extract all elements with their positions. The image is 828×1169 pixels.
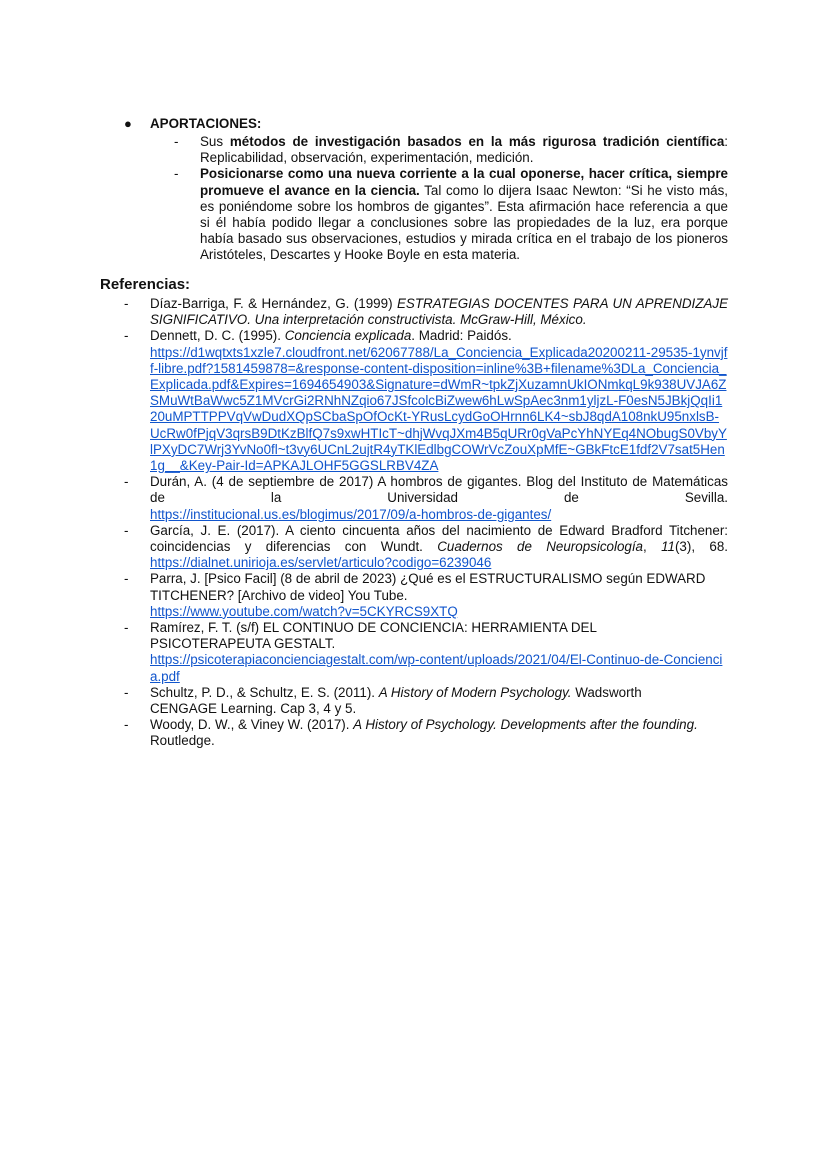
references-list	[124, 296, 728, 750]
reference-text	[150, 523, 728, 572]
dash-icon: -	[174, 166, 179, 182]
dash-icon: -	[124, 684, 129, 700]
reference-item	[124, 620, 728, 685]
bold-run: Posicionarse como una nueva corriente a la cual oponerse, hacer crítica, siempre promueve el avance en la ciencia.	[200, 166, 728, 198]
aportaciones-bullet	[124, 116, 728, 132]
reference-item	[124, 571, 728, 620]
text-run: Durán, A. (4 de septiembre de 2017) A hombros de gigantes. Blog del Instituto de Matemáticas de la Universidad de Sevilla.	[150, 474, 728, 506]
text-run: Díaz-Barriga, F. & Hernández, G. (1999)	[150, 296, 397, 311]
aportaciones-list	[174, 134, 728, 264]
reference-item	[124, 717, 728, 749]
italic-run: Conciencia explicada	[284, 328, 412, 344]
italic-run: ESTRATEGIAS DOCENTES PARA UN APRENDIZAJE SIGNIFICATIVO. Una interpretación constructivista. McGraw-Hill, México.	[150, 296, 729, 328]
aportacion-item	[174, 134, 728, 166]
aportaciones-title: APORTACIONES:	[150, 116, 262, 131]
reference-text	[150, 717, 728, 749]
reference-link[interactable]: https://d1wqtxts1xzle7.cloudfront.net/62067788/La_Conciencia_Explicada20200211-29535-1ynvjff-libre.pdf?1581459878=&response-content-disposition=inline%3B+filename%3DLa_Conciencia_Explicada.pdf&Expires=1694654903&Signature=dWmR~tpkZjXuzamnUkIONmkqL9k938UVJA6ZSMuWtBaWwc5Z1MVcrGi2RNhNZqio67JSfcolcBiZwew6hLwSpAec3nm1yljzL-F0esN5JBkjQqIi120uMPTTPPVqVwDudXQpSCbaSpOfOcKt-YRusLcydGoOHrnn6LK4~sbJ8qdA108nkU95nxlsB-UcRw0fPjqV3qrsB9DtKzBlfQ7s9xwHTIcT~dhjWvqJXm4B5qURr0gVaPcYhNYEq4NObugS0VbyYlPXyDC7Wrj3YvNo0fl~t3vy6UCnL2ujtR4yTKlEdlbgCOWrVcZouXpMfE~GBkFtcE1fdf2V7sat5Hen1g__&Key-Pair-Id=APKAJLOHF5GGSLRBV4ZA	[150, 344, 728, 474]
dash-icon: -	[124, 296, 129, 311]
reference-item	[124, 685, 728, 717]
text-run: ,	[643, 539, 662, 555]
reference-link[interactable]: https://www.youtube.com/watch?v=5CKYRCS9XTQ	[150, 603, 458, 619]
references-heading: Referencias:	[100, 276, 191, 293]
text-run: Ramírez, F. T. (s/f) EL CONTINUO DE CONCIENCIA: HERRAMIENTA DEL PSICOTERAPEUTA GESTALT.	[150, 620, 597, 652]
dash-icon: -	[124, 474, 129, 490]
dash-icon: -	[124, 571, 129, 587]
dash-icon: -	[124, 620, 129, 636]
text-run: Dennett, D. C. (1995).	[150, 328, 285, 344]
reference-item	[124, 328, 728, 474]
text-run: Routledge.	[150, 733, 215, 749]
text-run: (3), 68.	[674, 539, 728, 555]
reference-text	[150, 571, 728, 620]
reference-link[interactable]: https://institucional.us.es/blogimus/2017/09/a-hombros-de-gigantes/	[150, 506, 552, 522]
reference-text	[150, 474, 728, 523]
italic-run: A History of Psychology. Developments after the founding.	[353, 717, 698, 733]
text-run: : Replicabilidad, observación, experimentación, medición.	[200, 134, 729, 166]
dash-icon: -	[124, 522, 129, 538]
bullet-icon: ●	[124, 116, 132, 131]
text-run: Sus	[200, 134, 230, 149]
text-run: Woody, D. W., & Viney W. (2017).	[150, 717, 354, 733]
reference-link[interactable]: https://dialnet.unirioja.es/servlet/articulo?codigo=6239046	[150, 555, 492, 571]
reference-item	[124, 296, 728, 328]
text-run: Wadsworth CENGAGE Learning. Cap 3, 4 y 5.	[150, 684, 642, 717]
text-run: Tal como lo dijera Isaac Newton: “Si he visto más, es poniéndome sobre los hombros de gigantes”. Esta afirmación hace referencia a que si él había podido llegar a conclusiones sobre las propiedades de la luz, era porque había basado sus observaciones, estudios y mirada crítica en el trabajo de los pioneros Aristóteles, Descartes y Hooke Boyle en esta materia.	[200, 182, 729, 263]
reference-text	[150, 328, 728, 474]
aportaciones-section	[124, 116, 728, 264]
aportacion-text	[200, 166, 728, 263]
text-run: García, J. E. (2017). A ciento cincuenta años del nacimiento de Edward Bradford Titchener: coincidencias y diferencias con Wundt.	[150, 522, 728, 555]
reference-item	[124, 523, 728, 572]
italic-run: Cuadernos de Neuropsicología	[437, 539, 644, 555]
aportacion-text	[200, 134, 728, 166]
dash-icon: -	[124, 717, 129, 733]
italic-run: 11	[661, 539, 675, 555]
reference-text	[150, 296, 728, 328]
bold-run: métodos de investigación basados en la más rigurosa tradición científica	[229, 134, 725, 149]
aportacion-item	[174, 166, 728, 263]
reference-text	[150, 620, 728, 685]
reference-text	[150, 685, 670, 717]
text-run: Schultz, P. D., & Schultz, E. S. (2011).	[150, 684, 379, 700]
dash-icon: -	[174, 134, 179, 149]
dash-icon: -	[124, 328, 129, 344]
reference-item	[124, 474, 728, 523]
reference-link[interactable]: https://psicoterapiaconcienciagestalt.com/wp-content/uploads/2021/04/El-Continuo-de-Conciencia.pdf	[150, 652, 723, 684]
text-run: Parra, J. [Psico Facil] (8 de abril de 2023) ¿Qué es el ESTRUCTURALISMO según EDWARD TITCHENER? [Archivo de video] You Tube.	[150, 571, 706, 603]
text-run: . Madrid: Paidós.	[411, 328, 512, 344]
italic-run: A History of Modern Psychology.	[378, 684, 572, 700]
